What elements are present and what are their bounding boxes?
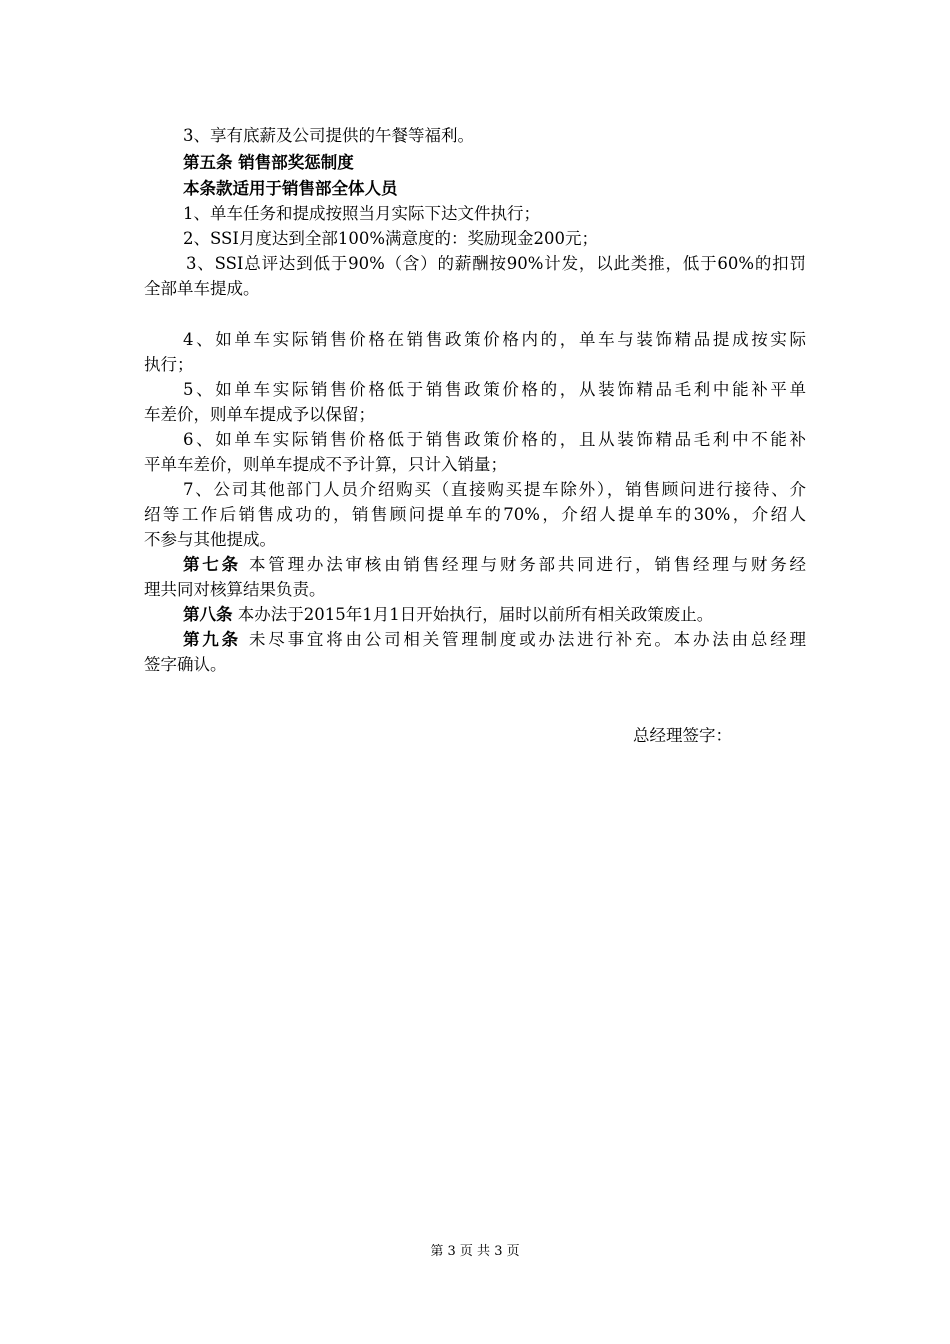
- rule-item-3-line-1: 3、SSI总评达到低于90%（含）的薪酬按90%计发，以此类推，低于60%的扣罚: [186, 254, 806, 273]
- rule-item-3-line-2: 全部单车提成。: [144, 279, 260, 298]
- rule-item-6-line-2: 平单车差价，则单车提成不予计算，只计入销量；: [144, 455, 507, 474]
- article-9-text: 未尽事宜将由公司相关管理制度或办法进行补充。本办法由总经理: [240, 630, 807, 649]
- rule-item-4-line-2: 执行；: [144, 355, 194, 374]
- article-8: [183, 602, 713, 628]
- article-9-label: 第九条: [183, 630, 241, 649]
- article-7-line-1: [183, 552, 806, 578]
- article-8-text: 本办法于2015年1月1日开始执行，届时以前所有相关政策废止。: [232, 605, 714, 624]
- article-8-label: 第八条: [183, 605, 233, 624]
- article-7-line-2: 理共同对核算结果负责。: [144, 580, 326, 599]
- section-heading-article-5: 第五条 销售部奖惩制度: [183, 153, 354, 172]
- article-9-line-2: 签字确认。: [144, 655, 227, 674]
- general-manager-signature-label: 总经理签字：: [633, 726, 732, 745]
- rule-item-6-line-1: 6、如单车实际销售价格低于销售政策价格的，且从装饰精品毛利中不能补: [183, 430, 806, 449]
- rule-item-7-line-2: 绍等工作后销售成功的，销售顾问提单车的70%，介绍人提单车的30%，介绍人: [144, 505, 806, 524]
- rule-item-4-line-1: 4、如单车实际销售价格在销售政策价格内的，单车与装饰精品提成按实际: [183, 330, 806, 349]
- rule-item-5-line-2: 车差价，则单车提成予以保留；: [144, 405, 375, 424]
- rule-item-7-line-1: 7、公司其他部门人员介绍购买（直接购买提车除外），销售顾问进行接待、介: [183, 480, 806, 499]
- rule-item-1: 1、单车任务和提成按照当月实际下达文件执行；: [183, 204, 540, 223]
- article-9-line-1: [183, 627, 806, 653]
- article-7-text: 本管理办法审核由销售经理与财务部共同进行，销售经理与财务经: [240, 555, 807, 574]
- paragraph-benefits-item-3: 3、享有底薪及公司提供的午餐等福利。: [183, 126, 474, 145]
- section-subheading-scope: 本条款适用于销售部全体人员: [183, 179, 398, 198]
- rule-item-2: 2、SSI月度达到全部100%满意度的：奖励现金200元；: [183, 229, 598, 248]
- page-footer: 第 3 页 共 3 页: [430, 1244, 520, 1259]
- article-7-label: 第七条: [183, 555, 241, 574]
- rule-item-5-line-1: 5、如单车实际销售价格低于销售政策价格的，从装饰精品毛利中能补平单: [183, 380, 806, 399]
- rule-item-7-line-3: 不参与其他提成。: [144, 530, 276, 549]
